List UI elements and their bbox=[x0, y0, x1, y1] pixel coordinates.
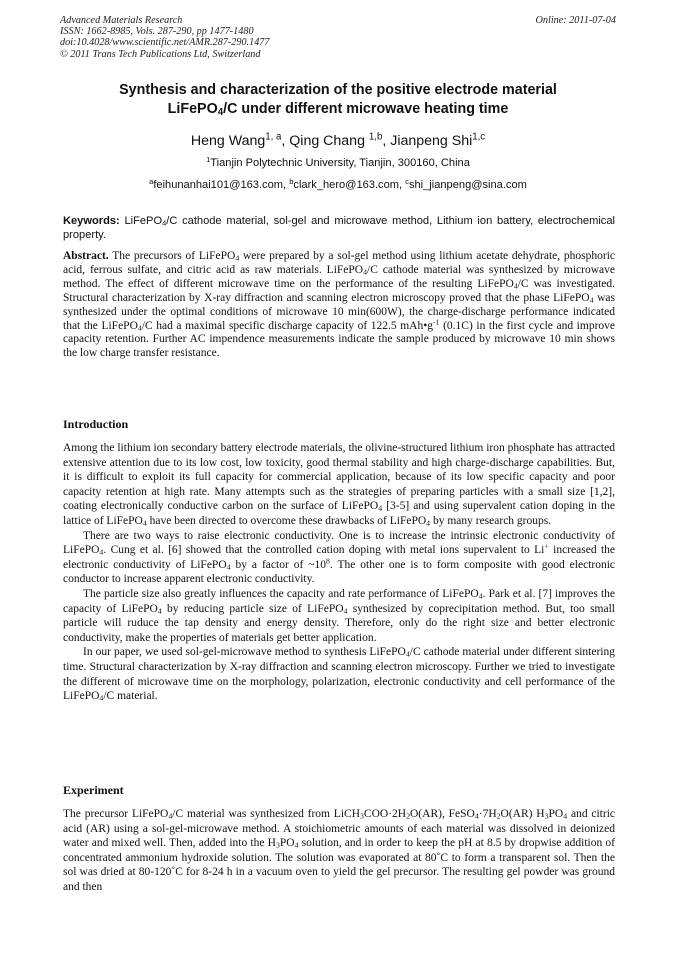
paragraph-text: The particle size also greatly influences the capacity and rate performance of LiFePO bbox=[83, 587, 479, 600]
abstract-text: was synthesized under the optimal conditions of microwave 10 min(600W), the charge-discharge performance indicated that the LiFePO bbox=[63, 291, 615, 332]
paragraph-text: O(AR) H bbox=[500, 808, 545, 820]
formula-sub: 4 bbox=[478, 591, 483, 601]
paragraph-text: /C material. bbox=[103, 690, 158, 703]
formula-sub: 4 bbox=[157, 606, 162, 616]
keywords-sub: 4 bbox=[162, 218, 167, 228]
author-sup: 1,b bbox=[368, 131, 383, 143]
section-heading-introduction: Introduction bbox=[63, 417, 129, 431]
abstract-text: /C cathode material was synthesized by microwave method. The effect of different microwave time on the performance of the resulting LiFePO bbox=[63, 263, 615, 290]
title-line-1: Synthesis and characterization of the positive electrode material bbox=[119, 82, 557, 98]
formula-sub: 4 bbox=[99, 547, 104, 557]
paragraph-text: by reducing particle size of LiFePO bbox=[161, 602, 344, 615]
keywords-text: /C cathode material, sol-gel and microwave method, Lithium ion battery, electrochemical property. bbox=[63, 215, 615, 242]
paragraph-text: Among the lithium ion secondary battery electrode materials, the olivine-structured lithium iron phosphate has attracted extensive attention due to its low cost, low toxicity, good thermal stability and high charge-discharge capabilities. But, it is difficult to exploit its full capacity for commercial application, because of its low specific capacity and poor capacity retention at high rate. Many attempts such as the strategies of preparing particles with a small size [1,2], coating electronically conductive carbon on the surface of LiFePO bbox=[63, 442, 615, 513]
abstract-text: /C had a maximal specific discharge capacity of 122.5 mAh•g bbox=[141, 319, 433, 332]
journal-doi: doi:10.4028/www.scientific.net/AMR.287-290.1477 bbox=[60, 37, 270, 49]
author-name: Jianpeng Shi bbox=[390, 133, 473, 149]
title-subscript: 4 bbox=[217, 106, 224, 118]
formula-sub: 4 bbox=[563, 811, 568, 821]
affiliation-text: Tianjin Polytechnic University, Tianjin, 300160, China bbox=[210, 157, 470, 169]
formula-sub: 4 bbox=[426, 518, 431, 528]
paper-title bbox=[60, 81, 616, 119]
experiment-paragraph-1 bbox=[63, 807, 615, 895]
affiliation bbox=[60, 156, 616, 170]
paragraph-text: . Cung et al. [6] showed that the controlled cation doping with metal ions supervalent to Li bbox=[103, 544, 545, 557]
abstract-text: /C was investigated. Structural characterization by X-ray diffraction and scanning electron microscopy proved that the phase LiFePO bbox=[63, 277, 615, 304]
paragraph-text: The precursor LiFePO bbox=[63, 808, 169, 820]
formula-sub: 4 bbox=[405, 649, 410, 659]
abstract-text: The precursors of LiFePO bbox=[108, 250, 236, 262]
online-date: Online: 2011-07-04 bbox=[535, 15, 616, 26]
formula-sub: 4 bbox=[343, 606, 348, 616]
abstract-text: were prepared by a sol-gel method using lithium acetate dehydrate, phosphoric acid, ferrous sulfate, and citric acid as raw materials. LiFePO bbox=[63, 250, 615, 276]
author-sup: 1, a bbox=[265, 131, 282, 143]
paragraph-text: solution, and in order to keep the pH at 8.5 by dropwise addition of concentrated ammonium hydroxide solution. The solution was evaporated at 80˚C to form a transparent sol. Then the sol was dried at 80-120˚C for 8-24 h in a vacuum oven to yield the gel precursor. The resulting gel powder was ground and then bbox=[63, 837, 616, 893]
intro-paragraph-1 bbox=[63, 441, 615, 529]
paragraph-text: have been directed to overcome these drawbacks of LiFePO bbox=[146, 514, 427, 527]
formula-sub: 4 bbox=[378, 503, 383, 513]
abstract-text: (0.1C) in the first cycle and improve capacity retention. Further AC impendence measurements indicate the sample produced by microwave 10 min shows the low charge transfer resistance. bbox=[63, 319, 615, 360]
section-heading-experiment: Experiment bbox=[63, 783, 124, 797]
author-name: Heng Wang bbox=[190, 133, 266, 149]
journal-issn: ISSN: 1662-8985, Vols. 287-290, pp 1477-1480 bbox=[60, 26, 254, 38]
abstract-sub: 4 bbox=[513, 281, 518, 291]
paragraph-text: and citric acid (AR) using a sol-gel-microwave method. A stoichiometric amounts of each material was dissolved in deionized water and mixed well. Then, added into the H bbox=[63, 808, 616, 850]
email-link[interactable]: feihunanhai101@163.com bbox=[153, 179, 284, 191]
formula-sub: 4 bbox=[99, 693, 104, 703]
intro-paragraph-3 bbox=[63, 587, 615, 645]
paragraph-text: /C material was synthesized from LiCH bbox=[172, 808, 361, 820]
keywords-text: LiFePO bbox=[119, 215, 163, 227]
paragraph-text: /C cathode material under different sintering time. Structural characterization by X-ray diffraction and scanning electron microscopy. Further we tried to investigate the different of microwave time on the morphology, polarization, electronic conductivity and cell performance of the LiFePO bbox=[63, 646, 615, 703]
formula-sub: 4 bbox=[142, 518, 147, 528]
intro-paragraph-4 bbox=[63, 645, 615, 703]
title-text: LiFePO bbox=[167, 101, 218, 117]
keywords-label: Keywords: bbox=[63, 215, 120, 227]
paragraph-text: COO·2H bbox=[363, 808, 407, 820]
abstract-sub: 4 bbox=[137, 323, 142, 333]
abstract-sub: 4 bbox=[235, 253, 240, 263]
email-sup: a bbox=[149, 176, 154, 186]
journal-header bbox=[60, 15, 616, 60]
paragraph-text: . The other one is to form composite with good electronic conductor to increase apparent electronic conductivity. bbox=[63, 558, 616, 586]
author-emails: $^a$feihunanhai101@163.com, $^b$clark_hero@163.com, $^c$shi_jianpeng@sina.com bbox=[149, 176, 527, 191]
paragraph-text: increased the electronic conductivity of LiFePO bbox=[63, 544, 616, 571]
paragraph-text: by a factor of ~10 bbox=[230, 558, 326, 571]
introduction-body bbox=[63, 441, 615, 704]
paragraph-text: by many research groups. bbox=[430, 514, 552, 527]
email-sup: b bbox=[289, 176, 294, 186]
affiliation-sup: 1 bbox=[206, 154, 211, 164]
journal-copyright: © 2011 Trans Tech Publications Ltd, Switzerland bbox=[60, 48, 261, 60]
formula-sub: 4 bbox=[294, 840, 299, 850]
intro-paragraph-2 bbox=[63, 529, 615, 587]
paragraph-text: ·7H bbox=[478, 808, 497, 820]
formula-sub: 3 bbox=[360, 811, 364, 821]
author-sup: 1,c bbox=[472, 131, 486, 143]
email-link[interactable]: shi_jianpeng@sina.com bbox=[408, 179, 527, 191]
author-list: Heng Wang$^{1, a}$, Qing Chang $^{1,b}$, Jianpeng Shi$^{1,c}$ bbox=[190, 131, 486, 149]
formula-sub: 2 bbox=[496, 811, 501, 821]
paragraph-text: There are two ways to raise electronic conductivity. One is to increase the intrinsic electronic conductivity of LiFePO bbox=[63, 529, 615, 557]
formula-sup: + bbox=[544, 541, 549, 551]
paragraph-text: PO bbox=[548, 808, 564, 820]
formula-sup: 8 bbox=[325, 556, 330, 566]
formula-sub: 4 bbox=[474, 811, 479, 821]
experiment-body bbox=[63, 807, 615, 895]
abstract-sup: -1 bbox=[433, 317, 440, 327]
paragraph-text: In our paper, we used sol-gel-microwave method to synthesis LiFePO bbox=[83, 646, 406, 659]
paragraph-text: . Park et al. [7] improves the capacity of LiFePO bbox=[63, 587, 615, 615]
formula-sub: 4 bbox=[168, 811, 173, 821]
abstract-sub: 4 bbox=[363, 267, 368, 277]
formula-sub: 2 bbox=[406, 811, 410, 821]
email-sup: c bbox=[405, 176, 409, 186]
paragraph-text: [3-5] and using supervalent cation doping in the lattice of LiFePO bbox=[63, 500, 615, 527]
author-name: Qing Chang bbox=[289, 133, 369, 149]
title-line-2 bbox=[60, 100, 616, 119]
abstract-label: Abstract. bbox=[63, 250, 109, 262]
abstract bbox=[63, 250, 615, 361]
keywords bbox=[63, 214, 615, 242]
paragraph-text: O(AR), FeSO bbox=[410, 808, 475, 820]
formula-sub: 3 bbox=[544, 811, 549, 821]
formula-sub: 4 bbox=[226, 562, 231, 572]
paragraph-text: PO bbox=[279, 837, 295, 850]
abstract-sub: 4 bbox=[589, 295, 594, 305]
formula-sub: 3 bbox=[275, 840, 280, 850]
title-text: /C under different microwave heating time bbox=[223, 101, 509, 117]
journal-name: Advanced Materials Research bbox=[60, 15, 183, 26]
paragraph-text: synthesized by coprecipitation method. But, too small particle will ruduce the tap density and energy density. Therefore, only do the right size and better electronic conductivity, make the properties of materials get better application. bbox=[63, 602, 615, 644]
email-link[interactable]: clark_hero@163.com bbox=[293, 179, 399, 191]
